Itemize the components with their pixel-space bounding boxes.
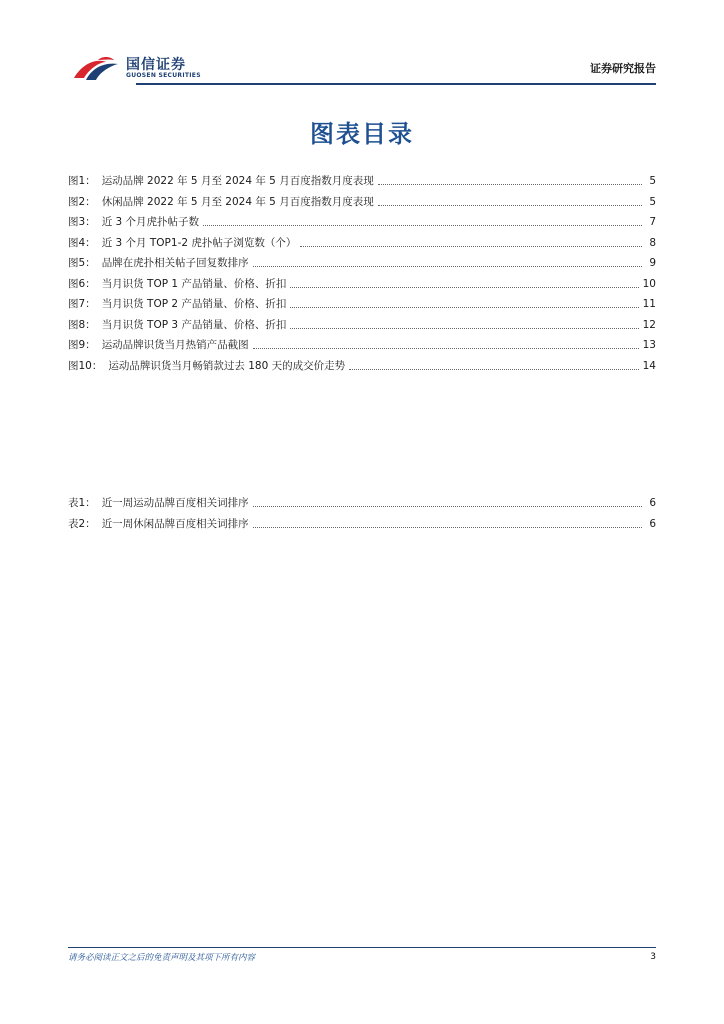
figure-entry-3[interactable] xyxy=(68,209,656,229)
figure-page: 8 xyxy=(649,236,656,249)
dot-leader xyxy=(253,505,642,507)
table-caption: 近一周休闲品牌百度相关词排序 xyxy=(101,517,249,530)
figure-number: 图3： xyxy=(68,216,96,228)
figure-caption: 品牌在虎扑相关帖子回复数排序 xyxy=(101,257,249,269)
figure-page: 12 xyxy=(642,318,656,331)
figure-caption: 休闲品牌 2022 年 5 月至 2024 年 5 月百度指数月度表现 xyxy=(101,195,374,208)
figure-entry-8[interactable] xyxy=(68,312,656,332)
figure-entry-4[interactable] xyxy=(68,230,656,250)
figure-entry-5[interactable] xyxy=(68,250,656,270)
figure-entry-9[interactable] xyxy=(68,332,656,352)
figure-page: 11 xyxy=(642,298,656,310)
figure-number: 图2： xyxy=(68,195,96,208)
figure-caption: 运动品牌识货当月畅销款过去 180 天的成交价走势 xyxy=(108,359,346,372)
page-header xyxy=(68,52,656,84)
figure-entry-10[interactable] xyxy=(68,353,656,373)
figure-number: 图6： xyxy=(68,277,96,290)
dot-leader xyxy=(203,224,642,226)
report-type-label: 证券研究报告 xyxy=(590,62,656,75)
figure-caption: 近 3 个月 TOP1-2 虎扑帖子浏览数（个） xyxy=(101,236,297,249)
figure-caption: 当月识货 TOP 2 产品销量、价格、折扣 xyxy=(101,298,287,310)
figure-page: 5 xyxy=(649,175,656,187)
dot-leader xyxy=(253,265,642,267)
figure-entry-6[interactable] xyxy=(68,271,656,291)
figure-page: 14 xyxy=(642,359,656,372)
table-page: 6 xyxy=(649,497,656,509)
figure-page: 9 xyxy=(649,257,656,269)
dot-leader xyxy=(253,526,642,528)
dot-leader xyxy=(378,183,642,185)
footer-disclaimer: 请务必阅读正文之后的免责声明及其项下所有内容 xyxy=(68,953,256,963)
table-number: 表2： xyxy=(68,517,96,530)
page-number: 3 xyxy=(650,952,656,962)
toc-title: 图表目录 xyxy=(310,120,414,148)
figure-number: 图4： xyxy=(68,236,96,249)
dot-leader xyxy=(253,347,639,349)
figure-number: 图10： xyxy=(68,359,103,372)
dot-leader xyxy=(290,286,638,288)
figure-number: 图8： xyxy=(68,318,96,331)
figure-number: 图1： xyxy=(68,175,96,187)
figure-number: 图7： xyxy=(68,298,96,310)
table-number: 表1： xyxy=(68,497,96,509)
figure-number: 图5： xyxy=(68,257,96,269)
figure-entry-1[interactable] xyxy=(68,168,656,188)
figure-entry-7[interactable] xyxy=(68,291,656,311)
table-page: 6 xyxy=(649,517,656,530)
logo-english-name: GUOSEN SECURITIES xyxy=(126,72,201,79)
figure-page: 5 xyxy=(649,195,656,208)
figure-caption: 近 3 个月虎扑帖子数 xyxy=(101,216,200,228)
figure-page: 13 xyxy=(642,339,656,351)
dot-leader xyxy=(300,245,642,247)
dot-leader xyxy=(290,306,638,308)
table-caption: 近一周运动品牌百度相关词排序 xyxy=(101,497,249,509)
header-divider xyxy=(136,83,656,85)
figure-number: 图9： xyxy=(68,339,96,351)
figure-caption: 运动品牌 2022 年 5 月至 2024 年 5 月百度指数月度表现 xyxy=(101,175,374,187)
figure-page: 7 xyxy=(649,216,656,228)
figure-entry-2[interactable] xyxy=(68,189,656,209)
logo-chinese-name: 国信证券 xyxy=(126,57,186,73)
company-logo xyxy=(68,52,228,84)
table-entry-1[interactable] xyxy=(68,490,656,510)
table-entry-2[interactable] xyxy=(68,511,656,531)
dot-leader xyxy=(290,327,638,329)
dot-leader xyxy=(349,368,639,370)
figure-caption: 运动品牌识货当月热销产品截图 xyxy=(101,339,249,351)
figure-caption: 当月识货 TOP 1 产品销量、价格、折扣 xyxy=(101,277,287,290)
figure-page: 10 xyxy=(642,277,656,290)
figure-caption: 当月识货 TOP 3 产品销量、价格、折扣 xyxy=(101,318,287,331)
dot-leader xyxy=(378,204,642,206)
guosen-logo-icon xyxy=(72,54,122,82)
footer-divider xyxy=(68,947,656,948)
